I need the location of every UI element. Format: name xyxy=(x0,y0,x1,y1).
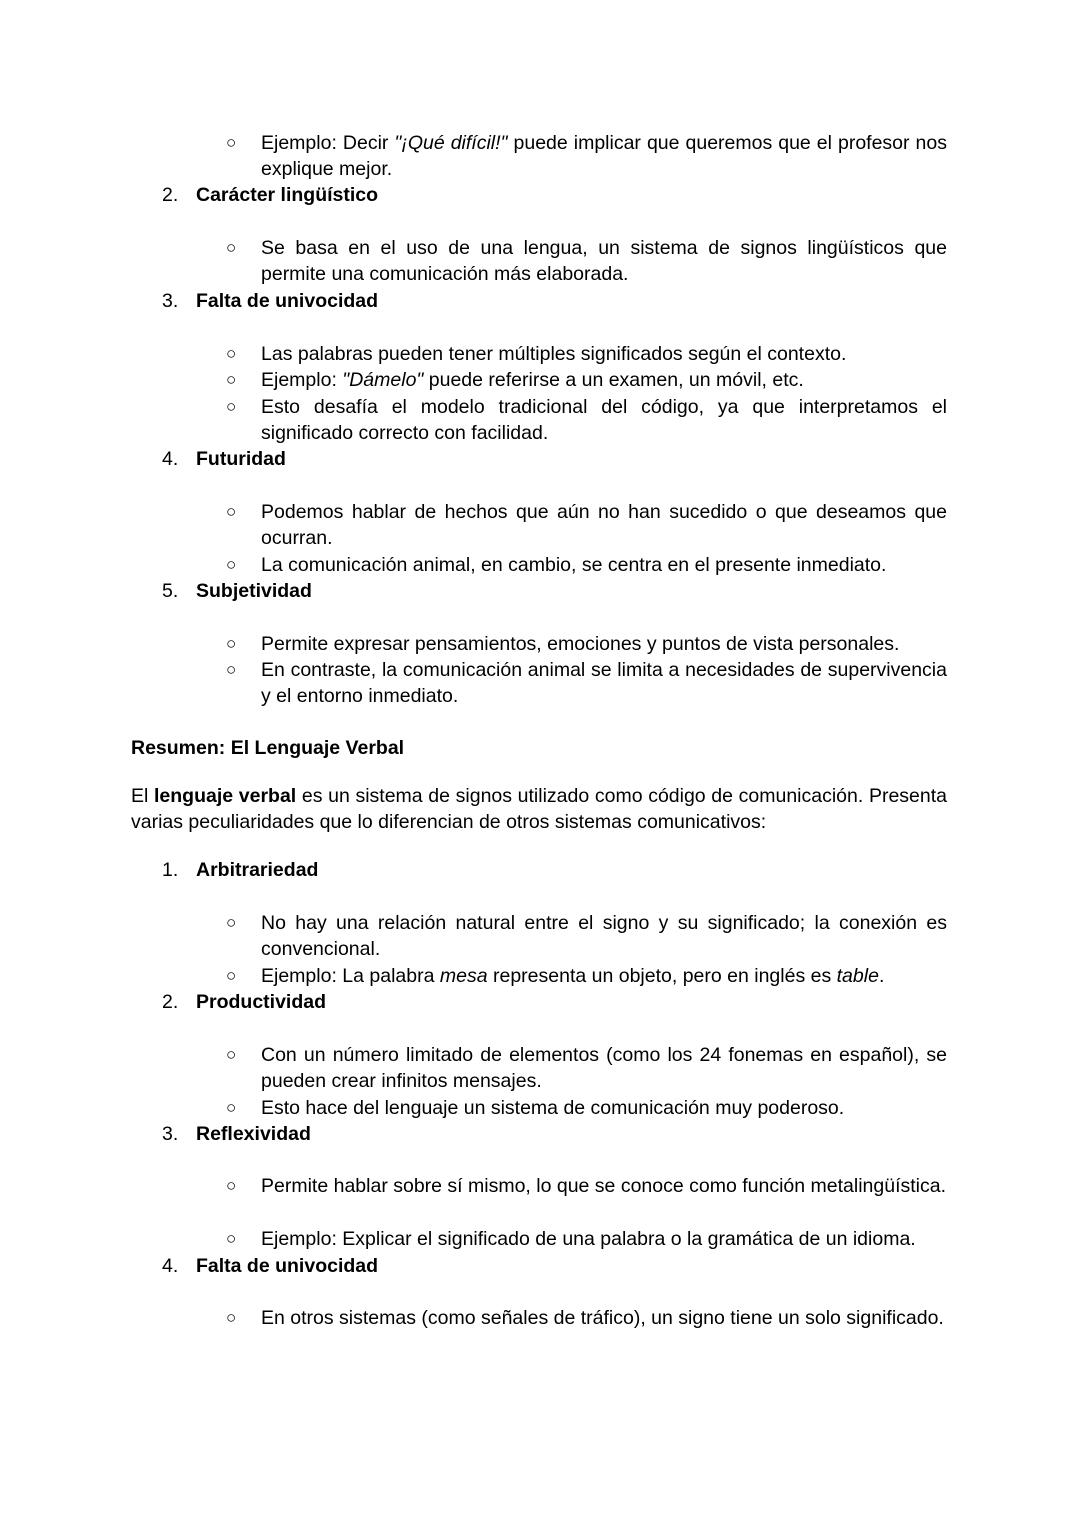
list-bullet: ○ xyxy=(226,1045,237,1064)
section-number: 4. xyxy=(162,1255,179,1277)
list-item: La comunicación animal, en cambio, se centra en el presente inmediato. xyxy=(261,554,887,576)
list-item: Las palabras pueden tener múltiples significados según el contexto. xyxy=(261,343,847,365)
list-item: En contraste, la comunicación animal se limita a necesidades de supervivencia y el entorno inmediato. xyxy=(261,659,947,708)
list-bullet: ○ xyxy=(226,966,237,985)
section-title: Productividad xyxy=(196,991,327,1013)
list-bullet: ○ xyxy=(226,344,237,363)
list-bullet: ○ xyxy=(226,660,237,679)
list-bullet: ○ xyxy=(226,238,237,257)
section-title: Arbitrariedad xyxy=(196,859,319,881)
section-number: 2. xyxy=(162,184,179,206)
list-item: Con un número limitado de elementos (como los 24 fonemas en español), se pueden crear infinitos mensajes. xyxy=(261,1044,947,1093)
list-item: En otros sistemas (como señales de tráfico), un signo tiene un solo significado. xyxy=(261,1307,944,1329)
section-number: 4. xyxy=(162,448,179,470)
list-item: Se basa en el uso de una lengua, un sistema de signos lingüísticos que permite una comunicación más elaborada. xyxy=(261,237,947,286)
list-bullet: ○ xyxy=(226,502,237,521)
section-title: Futuridad xyxy=(196,448,286,470)
section-title: Subjetividad xyxy=(196,580,312,602)
section-number: 3. xyxy=(162,290,179,312)
list-item: Podemos hablar de hechos que aún no han sucedido o que deseamos que ocurran. xyxy=(261,501,947,550)
list-item: Permite expresar pensamientos, emociones y puntos de vista personales. xyxy=(261,633,900,655)
list-item: Esto hace del lenguaje un sistema de comunicación muy poderoso. xyxy=(261,1097,845,1119)
list-item: Permite hablar sobre sí mismo, lo que se conoce como función metalingüística. xyxy=(261,1175,946,1197)
list-item: Ejemplo: "Dámelo" puede referirse a un examen, un móvil, etc. xyxy=(261,369,804,391)
list-item: Ejemplo: La palabra mesa representa un objeto, pero en inglés es table. xyxy=(261,965,885,987)
list-item: Esto desafía el modelo tradicional del código, ya que interpretamos el significado correcto con facilidad. xyxy=(261,396,947,445)
summary-intro: El lenguaje verbal es un sistema de signos utilizado como código de comunicación. Presenta varias peculiaridades que lo diferencian de otros sistemas comunicativos: xyxy=(131,785,947,834)
list-item: Ejemplo: Explicar el significado de una palabra o la gramática de un idioma. xyxy=(261,1228,916,1250)
list-bullet: ○ xyxy=(226,555,237,574)
list-bullet: ○ xyxy=(226,133,237,152)
section-number: 5. xyxy=(162,580,179,602)
section-number: 3. xyxy=(162,1123,179,1145)
list-bullet: ○ xyxy=(226,913,237,932)
list-bullet: ○ xyxy=(226,397,237,416)
list-bullet: ○ xyxy=(226,634,237,653)
section-title: Falta de univocidad xyxy=(196,290,379,312)
list-bullet: ○ xyxy=(226,1229,237,1248)
list-bullet: ○ xyxy=(226,1176,237,1195)
summary-heading: Resumen: El Lenguaje Verbal xyxy=(131,737,405,759)
section-number: 2. xyxy=(162,991,179,1013)
list-bullet: ○ xyxy=(226,1308,237,1327)
section-title: Reflexividad xyxy=(196,1123,311,1145)
list-item: No hay una relación natural entre el signo y su significado; la conexión es convencional. xyxy=(261,912,947,961)
list-bullet: ○ xyxy=(226,370,237,389)
list-bullet: ○ xyxy=(226,1098,237,1117)
section-number: 1. xyxy=(162,859,179,881)
section-title: Carácter lingüístico xyxy=(196,184,379,206)
list-item: Ejemplo: Decir "¡Qué difícil!" puede implicar que queremos que el profesor nos explique mejor. xyxy=(261,132,947,181)
section-title: Falta de univocidad xyxy=(196,1255,379,1277)
